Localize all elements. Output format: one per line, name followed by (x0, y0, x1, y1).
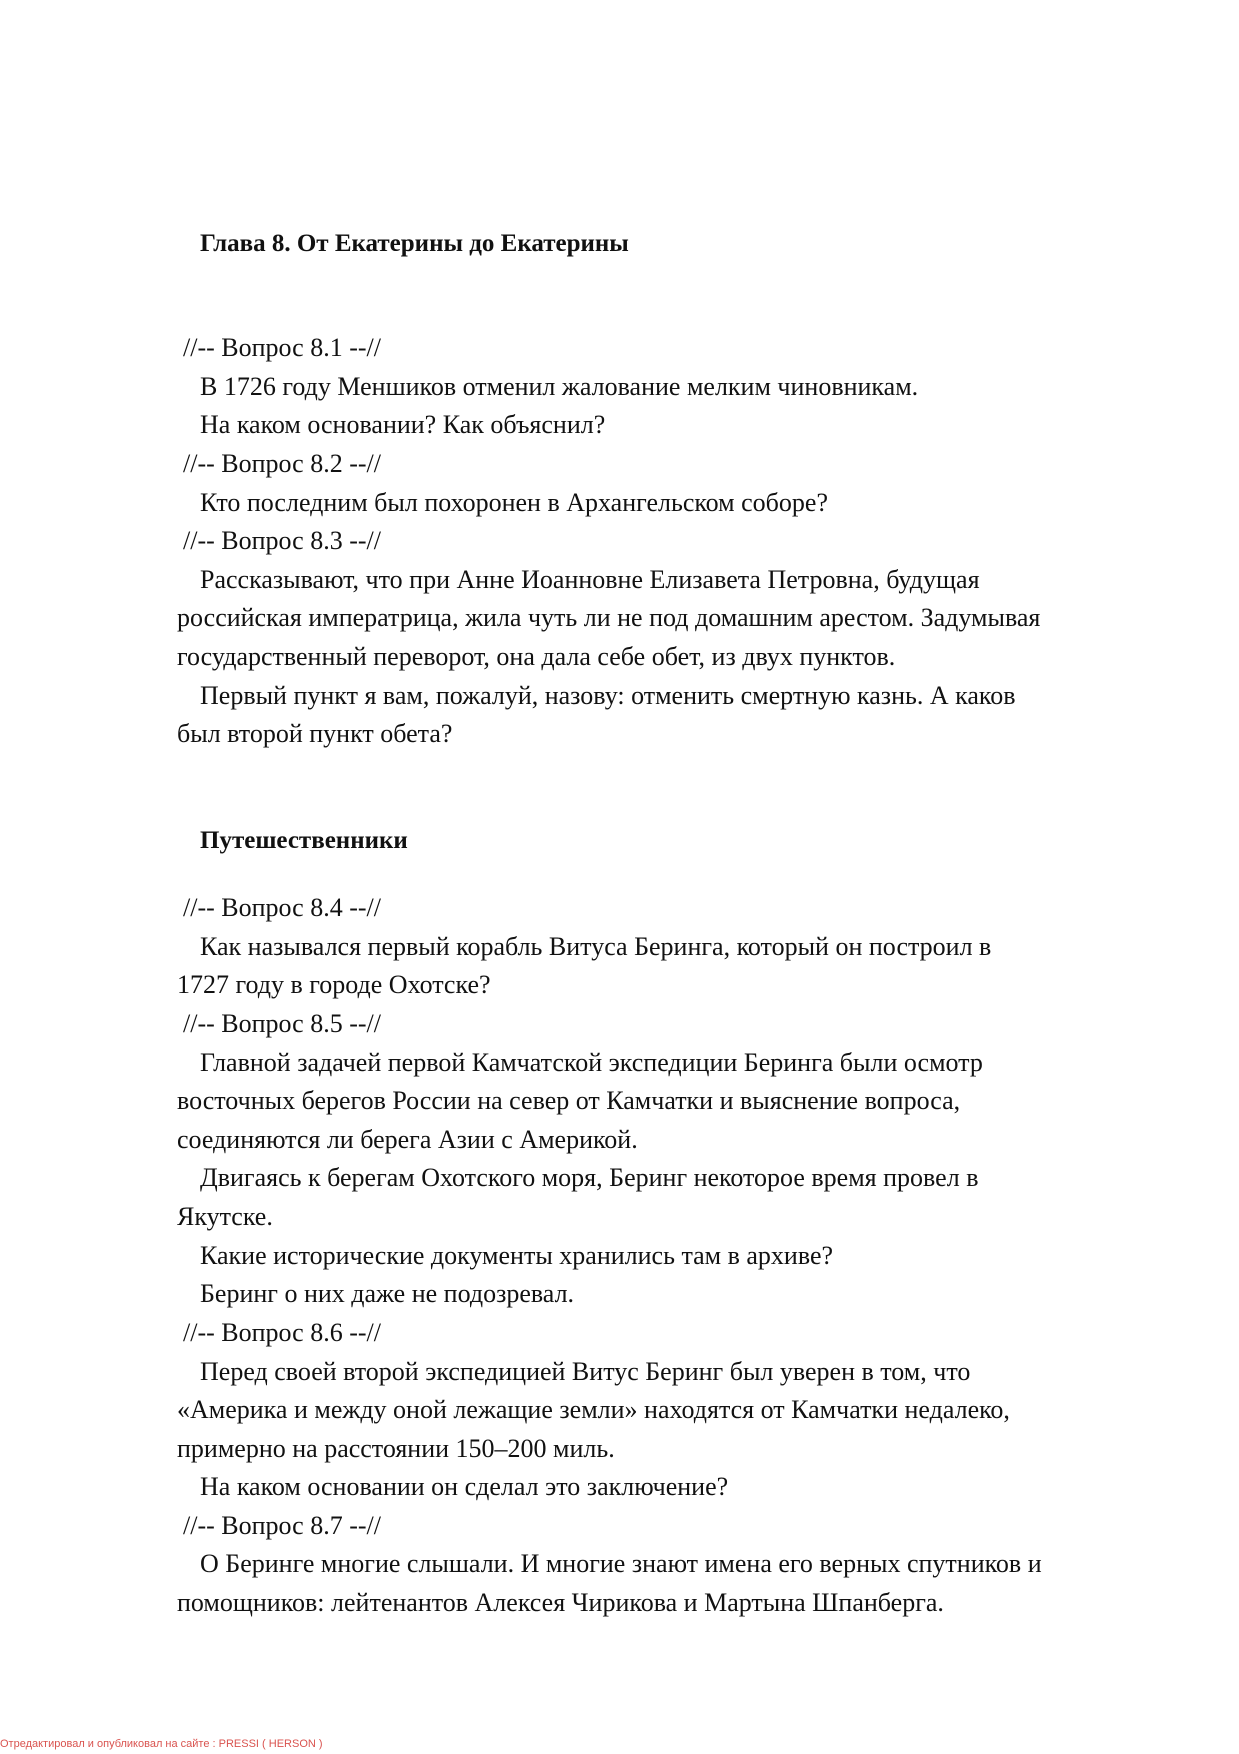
question-8-3-line-4: Первый пункт я вам, пожалуй, назову: отменить смертную казнь. А каков (200, 681, 1016, 710)
question-8-7-line-2: помощников: лейтенантов Алексея Чирикова и Мартына Шпанберга. (177, 1588, 944, 1617)
question-8-5-line-3: соединяются ли берега Азии с Америкой. (177, 1125, 638, 1154)
question-8-5-line-5: Якутске. (177, 1202, 273, 1231)
question-8-5-line-7: Беринг о них даже не подозревал. (200, 1279, 575, 1308)
question-8-3-line-5: был второй пункт обета? (177, 719, 453, 748)
question-8-7-line-1: О Беринге многие слышали. И многие знают имена его верных спутников и (200, 1549, 1042, 1578)
question-8-4-line-2: 1727 году в городе Охотске? (177, 970, 491, 999)
question-8-5-line-4: Двигаясь к берегам Охотского моря, Беринг некоторое время провел в (200, 1163, 979, 1192)
question-8-3-line-3: государственный переворот, она дала себе обет, из двух пунктов. (177, 642, 896, 671)
question-8-5-line-1: Главной задачей первой Камчатской экспедиции Беринга были осмотр (200, 1048, 983, 1077)
question-8-6-line-2: «Америка и между оной лежащие земли» находятся от Камчатки недалеко, (177, 1395, 1010, 1424)
question-8-1-line-1: В 1726 году Меншиков отменил жалование мелким чиновникам. (200, 372, 919, 401)
question-marker-8-6: //-- Вопрос 8.6 --// (183, 1318, 381, 1347)
question-8-6-line-4: На каком основании он сделал это заключение? (200, 1472, 729, 1501)
question-marker-8-2: //-- Вопрос 8.2 --// (183, 449, 381, 478)
question-marker-8-5: //-- Вопрос 8.5 --// (183, 1009, 381, 1038)
question-marker-8-4: //-- Вопрос 8.4 --// (183, 893, 381, 922)
question-marker-8-7: //-- Вопрос 8.7 --// (183, 1511, 381, 1540)
question-8-3-line-1: Рассказывают, что при Анне Иоанновне Елизавета Петровна, будущая (200, 565, 980, 594)
section-title: Путешественники (200, 827, 408, 854)
chapter-title: Глава 8. От Екатерины до Екатерины (200, 230, 629, 257)
question-8-2-line-1: Кто последним был похоронен в Архангельском соборе? (200, 488, 828, 517)
question-marker-8-1: //-- Вопрос 8.1 --// (183, 333, 381, 362)
question-8-6-line-3: примерно на расстоянии 150–200 миль. (177, 1434, 615, 1463)
question-8-4-line-1: Как назывался первый корабль Витуса Беринга, который он построил в (200, 932, 992, 961)
question-8-3-line-2: российская императрица, жила чуть ли не под домашним арестом. Задумывая (177, 603, 1041, 632)
watermark-footer: Отредактировал и опубликовал на сайте : PRESSI ( HERSON ) (0, 1738, 323, 1750)
question-8-6-line-1: Перед своей второй экспедицией Витус Беринг был уверен в том, что (200, 1357, 971, 1386)
question-8-5-line-6: Какие исторические документы хранились там в архиве? (200, 1241, 834, 1270)
question-8-5-line-2: восточных берегов России на север от Камчатки и выяснение вопроса, (177, 1086, 961, 1115)
question-8-1-line-2: На каком основании? Как объяснил? (200, 410, 606, 439)
question-marker-8-3: //-- Вопрос 8.3 --// (183, 526, 381, 555)
